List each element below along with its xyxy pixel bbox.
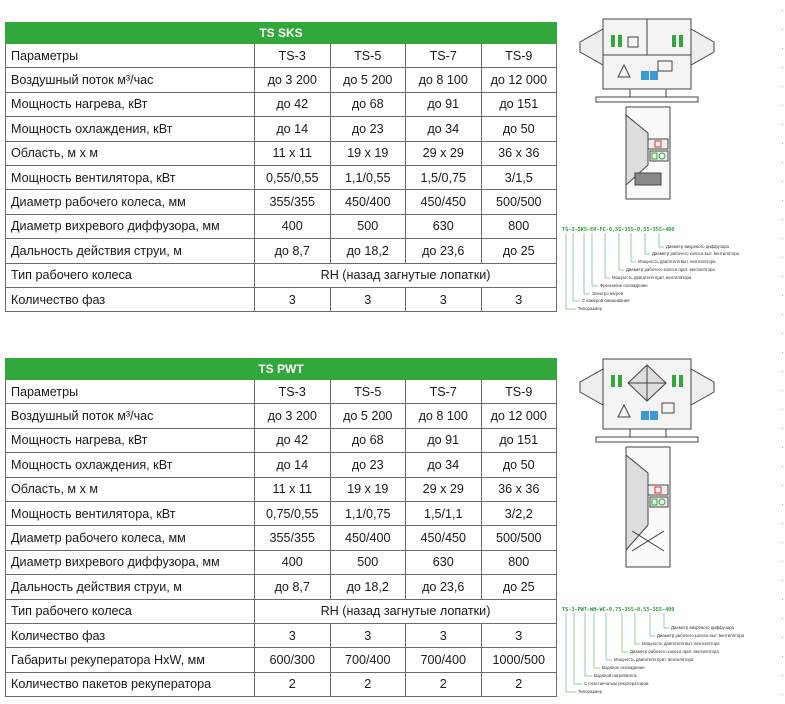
table-cell: 3 <box>481 287 557 311</box>
table-cell: до 68 <box>330 428 406 452</box>
table-row <box>6 453 557 477</box>
legend-item: Электро нагрев <box>592 291 624 296</box>
table-row <box>6 92 557 116</box>
table-cell: 3 <box>330 287 406 311</box>
param-label: Область, м х м <box>6 141 255 165</box>
table-cell: 500 <box>330 550 406 574</box>
param-label: Дальность действия струи, м <box>6 239 255 263</box>
sks-unit-diagram <box>558 15 748 315</box>
column-header: TS-5 <box>330 44 406 68</box>
table-row <box>6 575 557 599</box>
sks-table-title: TS SKS <box>6 23 557 44</box>
table-cell: до 3 200 <box>255 404 331 428</box>
table-cell: 355/355 <box>255 526 331 550</box>
param-label: Мощность вентилятора, кВт <box>6 165 255 189</box>
table-cell: до 5 200 <box>330 68 406 92</box>
column-header: TS-7 <box>406 44 482 68</box>
table-cell: до 18,2 <box>330 575 406 599</box>
table-cell: 800 <box>481 550 557 574</box>
table-cell: 3/1,5 <box>481 165 557 189</box>
table-cell: 400 <box>255 550 331 574</box>
param-label: Количество пакетов рекуператора <box>6 672 255 696</box>
param-label: Мощность охлаждения, кВт <box>6 117 255 141</box>
duct-shaft <box>626 447 670 567</box>
legend-item: Типоразмер <box>578 306 602 311</box>
table-cell: до 68 <box>330 92 406 116</box>
legend-item: Водяное охлаждение <box>602 665 645 670</box>
param-label: Диаметр вихревого диффузора, мм <box>6 214 255 238</box>
table-row <box>6 477 557 501</box>
table-cell: 500/500 <box>481 526 557 550</box>
legend-item: Мощность двигателя выт. вентилятора <box>642 641 720 646</box>
table-cell: 29 x 29 <box>406 141 482 165</box>
legend-item: Диаметр вихревого диффузора <box>666 244 729 249</box>
table-cell: до 91 <box>406 92 482 116</box>
table-cell: 3 <box>330 623 406 647</box>
table-cell: 700/400 <box>406 648 482 672</box>
table-cell: 3 <box>481 623 557 647</box>
table-cell: до 18,2 <box>330 239 406 263</box>
table-header-row <box>6 380 557 404</box>
table-cell: 2 <box>255 672 331 696</box>
table-cell: 19 x 19 <box>330 477 406 501</box>
table-cell: 1,5/1,1 <box>406 501 482 525</box>
legend-item: Диаметр рабочего колеса выт. вентилятора <box>657 633 745 638</box>
table-cell: до 34 <box>406 117 482 141</box>
pwt-spec-table <box>5 358 557 697</box>
table-cell: до 8,7 <box>255 239 331 263</box>
table-cell: 29 x 29 <box>406 477 482 501</box>
param-label: Мощность вентилятора, кВт <box>6 501 255 525</box>
table-cell: до 8 100 <box>406 68 482 92</box>
param-label: Воздушный поток м³/час <box>6 68 255 92</box>
table-cell: 36 x 36 <box>481 477 557 501</box>
legend-item: Диаметр рабочего колеса прит. вентилятора <box>630 649 719 654</box>
table-cell: 2 <box>330 672 406 696</box>
ceiling-line <box>596 89 698 102</box>
table-row <box>6 404 557 428</box>
table-cell: 630 <box>406 214 482 238</box>
column-header: TS-5 <box>330 380 406 404</box>
table-row <box>6 214 557 238</box>
table-row <box>6 263 557 287</box>
table-row <box>6 68 557 92</box>
table-cell: 11 x 11 <box>255 477 331 501</box>
page-edge-dots <box>781 0 784 704</box>
column-header: TS-9 <box>481 44 557 68</box>
table-cell: 500/500 <box>481 190 557 214</box>
table-cell: 450/450 <box>406 526 482 550</box>
param-label: Мощность нагрева, кВт <box>6 92 255 116</box>
table-cell: 3/2,2 <box>481 501 557 525</box>
table-row <box>6 501 557 525</box>
param-label: Количество фаз <box>6 623 255 647</box>
table-row <box>6 165 557 189</box>
table-cell: до 23 <box>330 453 406 477</box>
param-label: Область, м х м <box>6 477 255 501</box>
ceiling-line <box>596 429 698 442</box>
table-row <box>6 672 557 696</box>
table-cell: до 3 200 <box>255 68 331 92</box>
table-cell: 19 x 19 <box>330 141 406 165</box>
table-cell: до 12 000 <box>481 68 557 92</box>
table-cell: 11 x 11 <box>255 141 331 165</box>
table-cell: RH (назад загнутые лопатки) <box>255 263 557 287</box>
table-cell: 400 <box>255 214 331 238</box>
table-cell: до 14 <box>255 117 331 141</box>
table-cell: 1000/500 <box>481 648 557 672</box>
column-header: Параметры <box>6 44 255 68</box>
table-row <box>6 648 557 672</box>
table-cell: до 50 <box>481 117 557 141</box>
param-label: Габариты рекуператора HxW, мм <box>6 648 255 672</box>
legend-item: Диаметр рабочего колеса выт. вентилятора <box>652 251 740 256</box>
column-header: TS-9 <box>481 380 557 404</box>
param-label: Диаметр рабочего колеса, мм <box>6 526 255 550</box>
table-cell: до 91 <box>406 428 482 452</box>
table-cell: до 42 <box>255 92 331 116</box>
param-label: Мощность охлаждения, кВт <box>6 453 255 477</box>
column-header: TS-7 <box>406 380 482 404</box>
table-cell: 450/400 <box>330 190 406 214</box>
table-cell: RH (назад загнутые лопатки) <box>255 599 557 623</box>
table-cell: до 151 <box>481 428 557 452</box>
table-cell: до 23 <box>330 117 406 141</box>
legend-item: Мощность двигателя прит. вентилятора <box>614 657 694 662</box>
legend-item: Мощность двигателя выт. вентилятора <box>638 259 716 264</box>
table-cell: до 42 <box>255 428 331 452</box>
diffuser-icon <box>635 173 661 185</box>
table-cell: 700/400 <box>330 648 406 672</box>
column-header: Параметры <box>6 380 255 404</box>
table-row <box>6 239 557 263</box>
table-cell: 36 x 36 <box>481 141 557 165</box>
table-cell: 0,55/0,55 <box>255 165 331 189</box>
legend-item: Водяной нагреватель <box>594 673 637 678</box>
param-label: Дальность действия струи, м <box>6 575 255 599</box>
table-cell: 450/400 <box>330 526 406 550</box>
table-row <box>6 599 557 623</box>
pwt-model-code: TS-3-PWT-WH-WC-0,75-355-0,55-355-400 <box>562 607 675 613</box>
table-row <box>6 428 557 452</box>
legend-item: Диаметр вихревого диффузора <box>671 625 734 630</box>
table-row <box>6 141 557 165</box>
legend-item: Диаметр рабочего колеса прит. вентилятора <box>626 267 715 272</box>
table-cell: 355/355 <box>255 190 331 214</box>
table-cell: до 25 <box>481 575 557 599</box>
param-label: Мощность нагрева, кВт <box>6 428 255 452</box>
table-cell: до 5 200 <box>330 404 406 428</box>
table-cell: 2 <box>481 672 557 696</box>
table-cell: 450/450 <box>406 190 482 214</box>
table-cell: до 34 <box>406 453 482 477</box>
sks-model-code: TS-3-SKS-EH-FC-0,55-355-0,55-355-400 <box>562 227 675 233</box>
param-label: Количество фаз <box>6 287 255 311</box>
table-cell: 3 <box>406 623 482 647</box>
pwt-table-title: TS PWT <box>6 359 557 380</box>
table-row <box>6 190 557 214</box>
table-cell: до 8 100 <box>406 404 482 428</box>
table-header-row <box>6 44 557 68</box>
table-cell: 500 <box>330 214 406 238</box>
param-label: Тип рабочего колеса <box>6 599 255 623</box>
param-label: Диаметр вихревого диффузора, мм <box>6 550 255 574</box>
param-label: Воздушный поток м³/час <box>6 404 255 428</box>
table-cell: 1,1/0,55 <box>330 165 406 189</box>
legend-item: С камерой смешивания <box>582 298 630 303</box>
table-cell: до 14 <box>255 453 331 477</box>
table-cell: 3 <box>255 287 331 311</box>
sks-spec-table <box>5 22 557 312</box>
legend-item: Типоразмер <box>578 689 602 694</box>
table-cell: до 12 000 <box>481 404 557 428</box>
table-row <box>6 117 557 141</box>
table-cell: до 25 <box>481 239 557 263</box>
legend-item: Фреоновое охлаждение <box>600 283 648 288</box>
table-cell: до 8,7 <box>255 575 331 599</box>
column-header: TS-3 <box>255 44 331 68</box>
table-row <box>6 526 557 550</box>
table-cell: до 23,6 <box>406 575 482 599</box>
legend-item: Мощность двигателя прит. вентилятора <box>612 275 692 280</box>
table-cell: до 23,6 <box>406 239 482 263</box>
table-cell: 0,75/0,55 <box>255 501 331 525</box>
table-row <box>6 550 557 574</box>
table-cell: 800 <box>481 214 557 238</box>
column-header: TS-3 <box>255 380 331 404</box>
legend-item: С пластинчатым рекуператором <box>584 681 649 686</box>
table-cell: 630 <box>406 550 482 574</box>
table-cell: 2 <box>406 672 482 696</box>
table-cell: 1,5/0,75 <box>406 165 482 189</box>
table-cell: 3 <box>255 623 331 647</box>
table-cell: 600/300 <box>255 648 331 672</box>
table-cell: 1,1/0,75 <box>330 501 406 525</box>
table-row <box>6 623 557 647</box>
table-row <box>6 287 557 311</box>
param-label: Диаметр рабочего колеса, мм <box>6 190 255 214</box>
param-label: Тип рабочего колеса <box>6 263 255 287</box>
table-cell: 3 <box>406 287 482 311</box>
table-cell: до 50 <box>481 453 557 477</box>
table-cell: до 151 <box>481 92 557 116</box>
pwt-unit-diagram <box>558 355 748 700</box>
